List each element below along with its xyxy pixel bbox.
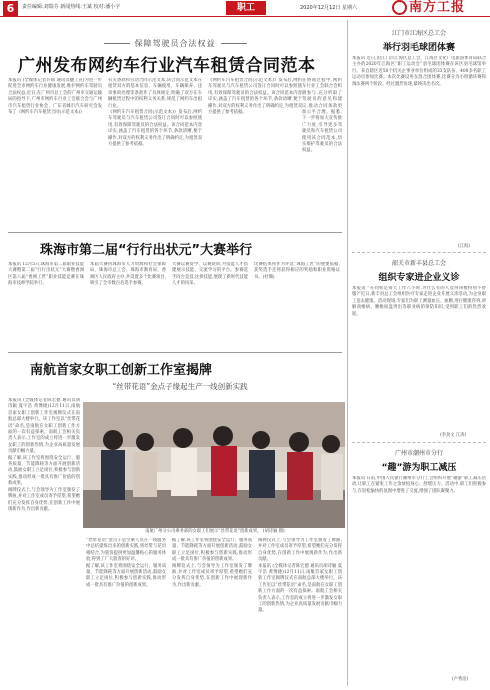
article3-title: 南航首家女职工创新工作室揭牌 xyxy=(30,363,213,378)
article1-col3 xyxy=(208,78,302,228)
sidebar3-kicker: 广州市潮州市分行 xyxy=(394,450,443,457)
article3-text-3b: 揭牌仪式上,与会领导为工作室颁发了牌匾,并对工作室成员寄予厚望,希望她们充分发挥自身优势,在创新工作中展现新作为,作出新贡献。 xyxy=(172,563,252,588)
article3-text-4: 揭牌仪式上,与会领导为工作室颁发了牌匾,并对工作室成员寄予厚望,希望她们充分发挥自身优势,在创新工作中展现新作为,作出新贡献。 xyxy=(258,538,342,563)
divider xyxy=(8,352,342,353)
editor-info: 责任编辑:刘瑞芬 新闻热线:王斌 校对:潘小字 xyxy=(22,4,121,10)
article3-col4 xyxy=(258,538,342,686)
article3-text-3: 据了解,该工作室将围绕安全运行、服务质量、节能降耗等方面开展创新活动,鼓励女职工立足岗位,积极参与创新实践,推动形成一批具有推广价值的创新成果。 xyxy=(172,538,252,563)
article2-text-2: 本届大赛由珠海市人力资源和社会保障局、珠海市总工会、珠海市教育局、香洲区人民政府主办,共设置多个比赛项目,吸引了全市数百名选手参赛。 xyxy=(90,262,166,287)
logo-text: 南方工报 xyxy=(409,0,466,15)
sidebar3-reporter: (卢秀洁) xyxy=(452,677,469,682)
article3-subtitle: “丝带花语”金点子缘起生产一线创新实践 xyxy=(112,382,248,391)
article1-title: 广州发布网约车行业汽车租赁合同范本 xyxy=(18,56,316,76)
article1-text-3: 《网约车汽车租赁合同(示范文本)》发布后,网约车驾驶员与汽车租赁公司签订合同时可以参照使用,有效保障驾驶员的合法权益。该合同范本内容详实,涵盖了汽车租赁的各个环节,条款清晰,便于操作,对双方的权利义务作出了明确约定,为租赁双方提供了参考依据。 xyxy=(208,78,302,116)
article1-text-2: 《网约车汽车租赁合同(示范文本)》发布后,网约车驾驶员与汽车租赁公司签订合同时可以参照使用,有效保障驾驶员的合法权益。该合同范本内容详实,涵盖了汽车租赁的各个环节,条款清晰,便于操作,对双方的权利义务作出了明确约定,为租赁双方提供了参考依据。 xyxy=(108,110,202,148)
divider xyxy=(352,252,486,253)
article2-text-3: 大赛以赛促学、以赛促训,为技能人才搭建展示技能、交流学习的平台。参赛选手同台竞技,比拼技能,展现了新时代技能人才的风采。 xyxy=(172,262,248,287)
article1-col1 xyxy=(8,78,102,228)
article2-text-4: 比赛结果将作为评选“珠海工匠”的重要依据,获奖选手还将获得相应的奖励和职业资格证书。(杜珊) xyxy=(254,262,340,280)
article1-col4 xyxy=(302,78,342,228)
article3-col1 xyxy=(8,398,80,686)
article2-col2 xyxy=(90,262,166,350)
article3-text-1b: 据了解,该工作室将围绕安全运行、服务质量、节能降耗等方面开展创新活动,鼓励女职工立足岗位,积极参与创新实践,推动形成一批具有推广价值的创新成果。 xyxy=(8,455,80,487)
article2-col4 xyxy=(254,262,340,350)
sidebar1-kicker: 江门市江海区总工会 xyxy=(391,30,446,37)
sidebar2-text: 本报讯 “在同样是每天工作八小时,为什么有的人觉得颈椎特别不舒服?”近日,新丰县总工会组织医疗专家走进企业开展义诊活动,为企业职工送去健康。活动现场,专家们为职工测量血压、血糖,进行健康咨询,讲解颈椎病、腰椎间盘突出等职业病的预防知识,受到职工们的热烈欢迎。 xyxy=(352,286,486,317)
article1-byline: 本报讯 (全媒体记者许锦 通讯员穗工宣)为进一步促进全市网约车行业健康发展,维护网约车驾驶员合法权益,近日,在广州市总工会的广州市交通运输局的指导下,广州市网约车行业工会联合会与广州市汽车租赁行业协会、广东省城市汽车研究会发布了《网约车汽车租赁合同(示范文本)》 xyxy=(8,78,102,116)
article1-text-1: 有关条款和劳动合同示范文本,该合同示范文本在租赁双方的基本信息、车辆使用、车辆保养、违章事故处理等条款作了具体规定,明确了双方在车辆租赁过程中的权利义务关系,规范了网约车出租行业。 xyxy=(108,78,202,109)
sidebar1-body xyxy=(352,56,486,242)
masthead-logo xyxy=(392,0,488,16)
article3-col2 xyxy=(86,538,166,686)
sidebar3-body xyxy=(352,476,486,672)
sidebar2-kicker: 韶关市新丰县总工会 xyxy=(391,260,446,267)
sidebar3-title: “趣”游为职工减压 xyxy=(381,463,457,473)
page-number: 6 xyxy=(3,1,18,16)
photo-women-staff xyxy=(83,402,345,528)
sidebar2-reporter: (李劲文 江涛) xyxy=(440,433,467,438)
article3-col3 xyxy=(172,538,252,686)
article3-photo xyxy=(83,402,345,528)
sidebar1-text: 本报讯 近日,由江门市江海区总工会、江海区文化广电旅游体育局联合主办的2020年江海区“职工运动会”羽毛球团体赛在该区羽毛球馆举行。来自辖区近50个机关企事业单位组成的33支队伍、400多名职工运动员参加比赛。本次比赛设男女混合团体赛,比赛分为小组循环赛和淘汰赛两个阶段。经过激烈角逐,最终决出名次。 xyxy=(352,56,486,87)
article1-text-4: 在协商过程中,网约车行业工会联合会积极参与,充分听取了驾驶员的意见和建议,推动合同条款更加公平合理。据悉,下一步将加大宣传推广力度,引导更多驾驶员和汽车租赁公司使用该合同范本,切实维护驾驶员的合法权益。 xyxy=(302,78,342,154)
article2-title: 珠海市第二届“行行出状元”大赛举行 xyxy=(40,243,253,258)
article1-col2 xyxy=(108,78,202,228)
sidebar2-title: 组织专家进企业义诊 xyxy=(378,273,460,283)
page-header xyxy=(0,0,490,17)
divider xyxy=(8,232,342,233)
sidebar1-title: 举行羽毛球团体赛 xyxy=(382,43,455,53)
article3-text-1: 本报讯 (全媒体记者陈宏德 通讯员胡诗颖 夏宇浩 黄博捷)12月11日,南航首家女职工创新工作室揭牌仪式在南航总部大楼举行。该工作室以“丝带花语”命名,是南航在女职工创新工作方面的一次有益探索。南航工会相关负责人表示,工作室的成立将进一步激发女职工的创新热情,为企业高质量发展贡献巾帼力量。 xyxy=(8,398,80,455)
column-divider xyxy=(347,20,348,686)
article2-col3 xyxy=(172,262,248,350)
article3-text-1c: 揭牌仪式上,与会领导为工作室颁发了牌匾,并对工作室成员寄予厚望,希望她们充分发挥自身优势,在创新工作中展现新作为,作出新贡献。 xyxy=(8,487,80,512)
sidebar1-reporter: (江海) xyxy=(458,244,470,249)
logo-mark-icon xyxy=(392,0,407,15)
article2-col1 xyxy=(8,262,84,350)
section-label: 职工 xyxy=(226,1,266,15)
issue-date: 2020年12月12日 星期六 xyxy=(300,5,358,11)
article3-text-2b: 据了解,该工作室将围绕安全运行、服务质量、节能降耗等方面开展创新活动,鼓励女职工立足岗位,积极参与创新实践,推动形成一批具有推广价值的创新成果。 xyxy=(86,563,166,588)
article3-text-4b: 本报讯 (全媒体记者陈宏德 通讯员胡诗颖 夏宇浩 黄博捷)12月11日,南航首家女职工创新工作室揭牌仪式在南航总部大楼举行。该工作室以“丝带花语”命名,是南航在女职工创新工作方面的一次有益探索。南航工会相关负责人表示,工作室的成立将进一步激发女职工的创新热情,为企业高质量发展贡献巾帼力量。 xyxy=(258,563,342,614)
sidebar2-body xyxy=(352,286,486,424)
divider xyxy=(352,442,486,443)
article3-text-2: “丝带花语”金点子是空乘人员在一线服务中总结提炼出来的创新实践,将丝带与花语相结合,为旅客提供更加温馨贴心的服务体验,得到了广大旅客的好评。 xyxy=(86,538,166,563)
photo-caption: 南航广州分公司乘务部的女职工们展示“丝带花语”创新成果。 (胡诗颖 摄) xyxy=(145,529,285,534)
sidebar3-text: 本报讯 日前,中国人民银行潮州市分行工会组织开展“趣游”职工减压活动,让职工在紧张工作之余放松身心、舒缓压力。活动中,职工们积极参与,在轻松愉快的氛围中增进了交流,增强了团队凝聚力。 xyxy=(352,476,486,494)
article1-kicker: 保障驾驶员合法权益 xyxy=(90,38,260,49)
article2-text-1: 本报讯 12月5日,珠海市第二届职业技能大赛暨第二届“行行出状元”大赛暨香洲区第八届“香洲工匠”职业技能竞赛在珠海市技师学院举行。 xyxy=(8,262,84,287)
